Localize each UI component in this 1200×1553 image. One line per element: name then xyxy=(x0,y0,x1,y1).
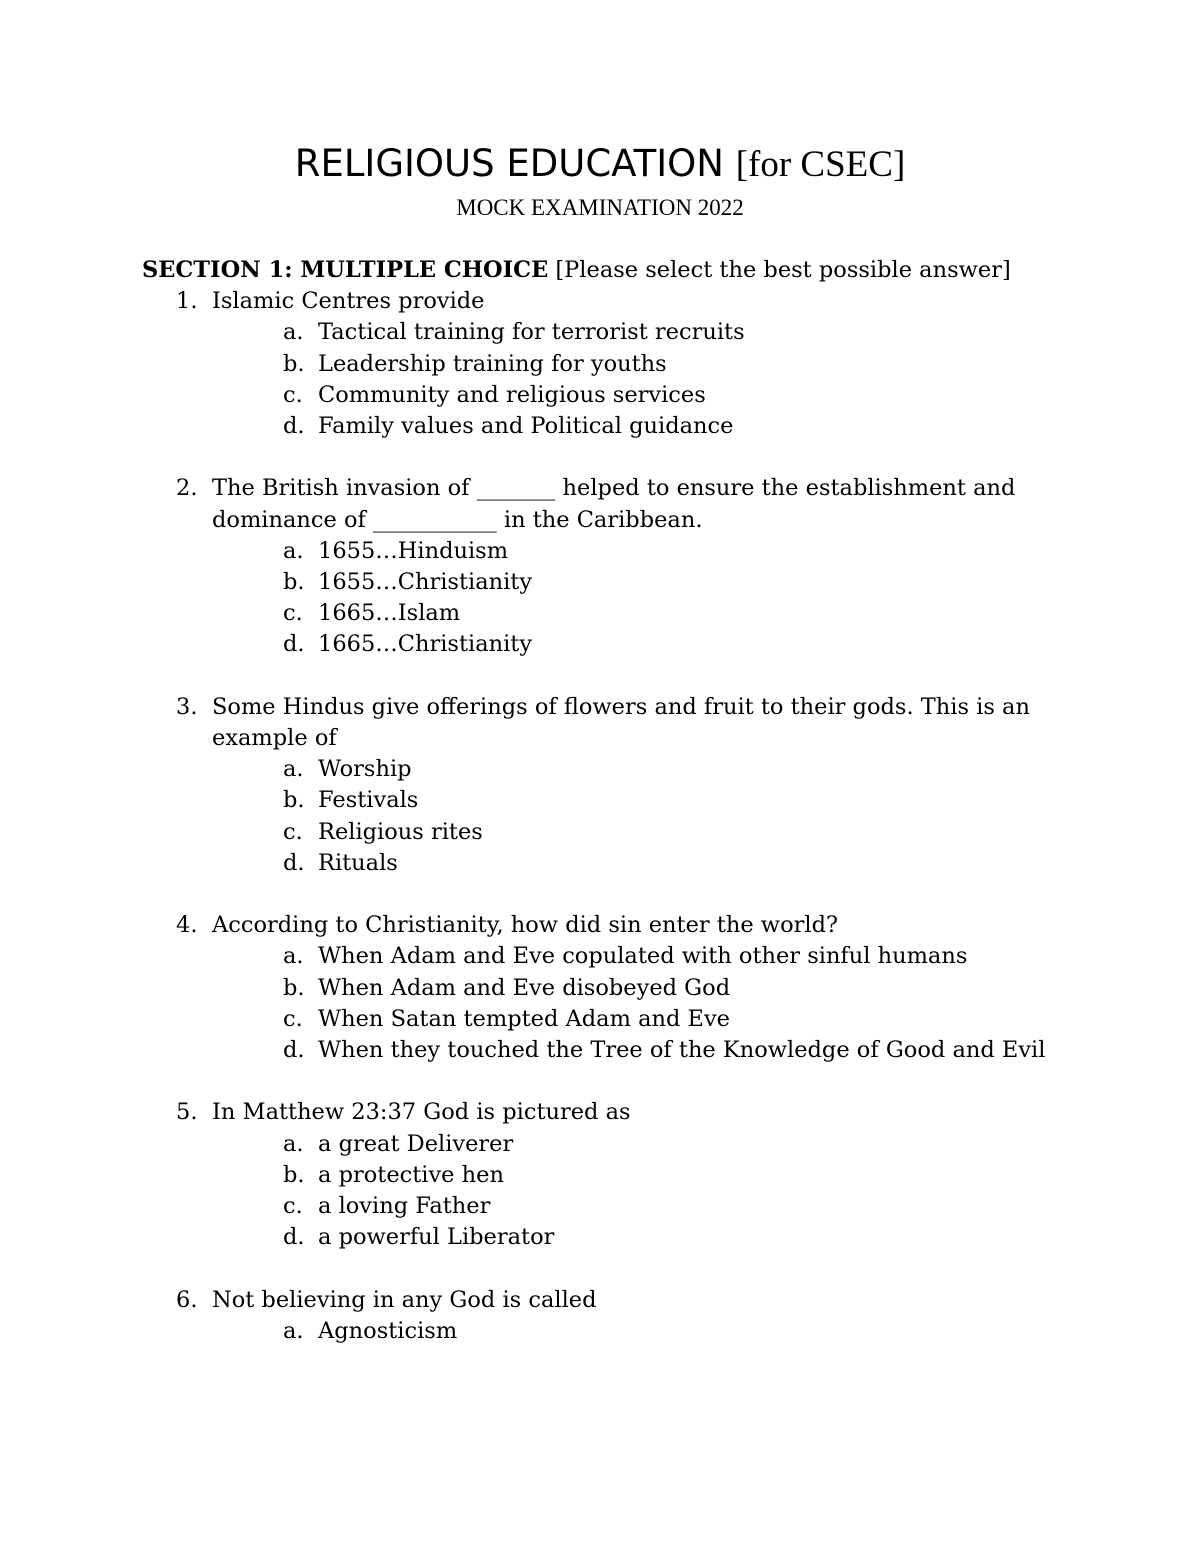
option-letter: b. xyxy=(283,974,305,1001)
question-text: In Matthew 23:37 God is pictured as xyxy=(212,1099,631,1126)
question-number: 1. xyxy=(176,288,198,315)
option-letter: a. xyxy=(283,943,304,970)
question-text: The British invasion of _______ helped to ensure the establishment and dominance of ___________ in the Caribbean. xyxy=(212,475,1016,533)
question-text: According to Christianity, how did sin enter the world? xyxy=(212,912,839,939)
question-4 xyxy=(142,910,1082,1066)
option-b xyxy=(212,567,1082,598)
question-1 xyxy=(142,286,1082,442)
question-number: 2. xyxy=(176,475,198,502)
option-text: a loving Father xyxy=(318,1193,491,1220)
option-letter: a. xyxy=(283,537,304,564)
option-text: 1655…Hinduism xyxy=(318,537,509,564)
option-letter: a. xyxy=(283,1317,304,1344)
option-list xyxy=(212,941,1082,1066)
option-letter: d. xyxy=(283,849,305,876)
option-c xyxy=(212,598,1082,629)
option-text: Religious rites xyxy=(318,818,483,845)
question-text: Not believing in any God is called xyxy=(212,1286,597,1313)
option-a xyxy=(212,754,1082,785)
option-text: a protective hen xyxy=(318,1161,504,1188)
option-letter: b. xyxy=(283,787,305,814)
exam-content xyxy=(142,255,1082,1378)
option-d xyxy=(212,848,1082,879)
option-text: Agnosticism xyxy=(318,1317,458,1344)
option-text: a great Deliverer xyxy=(318,1130,514,1157)
option-letter: d. xyxy=(283,631,305,658)
option-b xyxy=(212,973,1082,1004)
option-text: When Adam and Eve disobeyed God xyxy=(318,974,731,1001)
question-5 xyxy=(142,1097,1082,1253)
question-list xyxy=(142,286,1082,1347)
question-2 xyxy=(142,473,1082,660)
option-letter: c. xyxy=(283,1005,303,1032)
option-letter: d. xyxy=(283,413,305,440)
option-list xyxy=(212,536,1082,661)
option-d xyxy=(212,629,1082,660)
option-d xyxy=(212,1222,1082,1253)
option-text: When Satan tempted Adam and Eve xyxy=(318,1005,730,1032)
option-text: Festivals xyxy=(318,787,419,814)
option-text: Worship xyxy=(318,756,412,783)
option-letter: c. xyxy=(283,818,303,845)
option-list xyxy=(212,1316,1082,1347)
page-subtitle: MOCK EXAMINATION 2022 xyxy=(456,195,744,220)
option-a xyxy=(212,317,1082,348)
option-d xyxy=(212,411,1082,442)
option-letter: b. xyxy=(283,1161,305,1188)
option-letter: c. xyxy=(283,600,303,627)
option-letter: a. xyxy=(283,756,304,783)
section-title: SECTION 1: MULTIPLE CHOICE xyxy=(142,257,549,283)
option-c xyxy=(212,380,1082,411)
option-b xyxy=(212,349,1082,380)
option-text: Community and religious services xyxy=(318,381,706,408)
option-text: 1665…Islam xyxy=(318,600,461,627)
option-text: Family values and Political guidance xyxy=(318,413,734,440)
question-number: 5. xyxy=(176,1099,198,1126)
option-letter: b. xyxy=(283,350,305,377)
option-a xyxy=(212,536,1082,567)
option-text: Rituals xyxy=(318,849,398,876)
option-text: When Adam and Eve copulated with other sinful humans xyxy=(318,943,968,970)
section-heading xyxy=(142,255,1082,286)
option-a xyxy=(212,1129,1082,1160)
option-c xyxy=(212,1004,1082,1035)
page-title xyxy=(0,140,1200,189)
question-number: 3. xyxy=(176,693,198,720)
question-number: 4. xyxy=(176,912,198,939)
option-d xyxy=(212,1035,1082,1066)
option-letter: d. xyxy=(283,1224,305,1251)
option-text: a powerful Liberator xyxy=(318,1224,555,1251)
option-a xyxy=(212,1316,1082,1347)
option-text: 1655…Christianity xyxy=(318,569,533,596)
option-b xyxy=(212,785,1082,816)
option-letter: c. xyxy=(283,1193,303,1220)
option-text: Leadership training for youths xyxy=(318,350,667,377)
option-list xyxy=(212,754,1082,879)
option-c xyxy=(212,1191,1082,1222)
title-suffix: [for CSEC] xyxy=(735,144,906,185)
option-list xyxy=(212,317,1082,442)
option-letter: d. xyxy=(283,1037,305,1064)
option-b xyxy=(212,1160,1082,1191)
question-3 xyxy=(142,692,1082,879)
section-instruction: [Please select the best possible answer] xyxy=(548,257,1011,283)
option-text: Tactical training for terrorist recruits xyxy=(318,319,745,346)
question-text: Some Hindus give offerings of flowers and fruit to their gods. This is an example of xyxy=(212,693,1030,752)
option-letter: a. xyxy=(283,319,304,346)
question-number: 6. xyxy=(176,1286,198,1313)
option-letter: b. xyxy=(283,569,305,596)
question-text: Islamic Centres provide xyxy=(212,288,485,315)
option-text: 1665…Christianity xyxy=(318,631,533,658)
option-text: When they touched the Tree of the Knowledge of Good and Evil xyxy=(318,1037,1046,1064)
option-letter: a. xyxy=(283,1130,304,1157)
option-a xyxy=(212,941,1082,972)
option-c xyxy=(212,817,1082,848)
question-6 xyxy=(142,1285,1082,1347)
title-main: RELIGIOUS EDUCATION xyxy=(294,142,736,185)
option-letter: c. xyxy=(283,381,303,408)
option-list xyxy=(212,1129,1082,1254)
